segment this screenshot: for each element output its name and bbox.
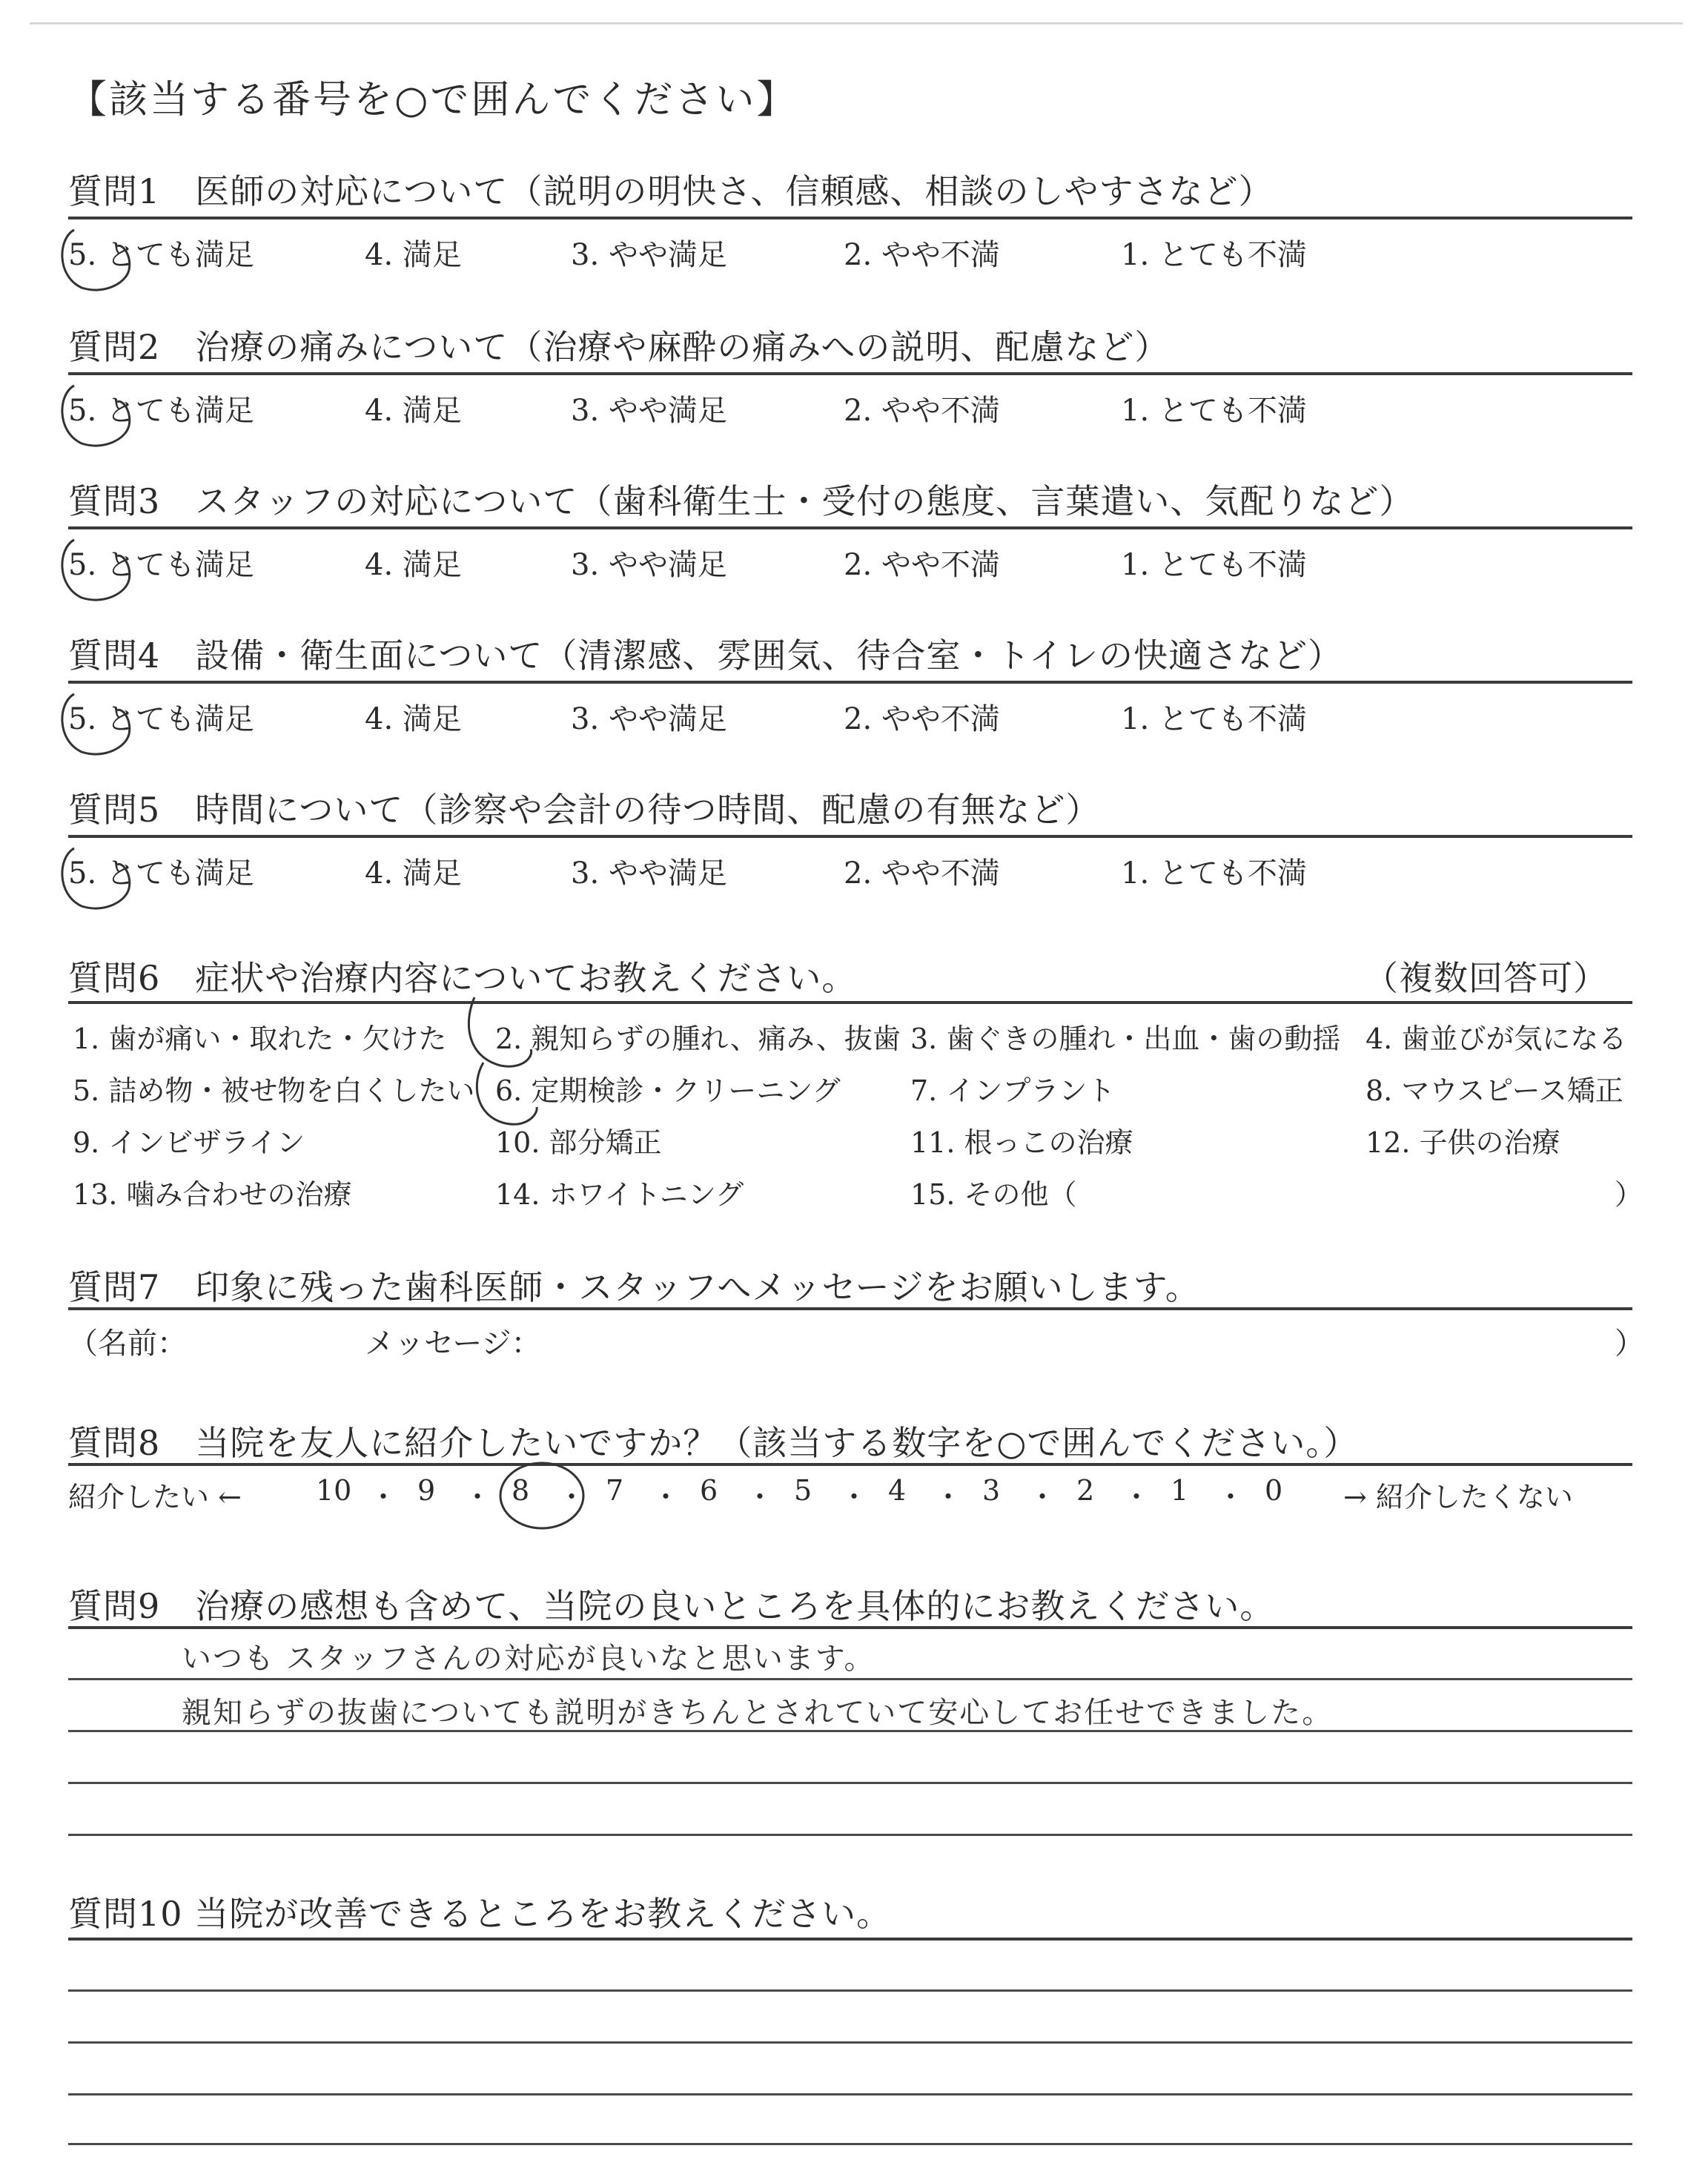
q9-rule <box>68 1626 1632 1629</box>
q1-option-4[interactable]: 4. 満足 <box>365 238 462 272</box>
q8-score-7[interactable]: 7 <box>606 1474 624 1507</box>
q5-option-5[interactable]: 5. とても満足 <box>68 856 254 891</box>
q6-option-5[interactable]: 5. 詰め物・被せ物を白くしたい <box>73 1074 475 1107</box>
q6-option-13[interactable]: 13. 噛み合わせの治療 <box>73 1178 352 1211</box>
q6-option-10[interactable]: 10. 部分矯正 <box>495 1126 662 1159</box>
q6-option-11[interactable]: 11. 根っこの治療 <box>910 1126 1133 1159</box>
q8-not-recommend-label: → 紹介したくない <box>1343 1481 1573 1513</box>
q8-scale-separator: ・ <box>652 1481 681 1513</box>
q8-score-3[interactable]: 3 <box>982 1474 1001 1507</box>
q9-writing-line <box>68 1834 1632 1836</box>
q3-option-5[interactable]: 5. とても満足 <box>68 548 254 582</box>
q8-title: 質問8 当院を友人に紹介したいですか？（該当する数字を○で囲んでください。） <box>68 1423 1359 1463</box>
q10-title: 質問10 当院が改善できるところをお教えください。 <box>68 1894 892 1934</box>
q7-message-label: メッセージ： <box>365 1327 541 1361</box>
q2-selected-hand-circle <box>52 380 141 454</box>
q6-option-4[interactable]: 4. 歯並びが気になる <box>1366 1023 1627 1055</box>
q8-scale-separator: ・ <box>557 1481 586 1513</box>
q5-option-4[interactable]: 4. 満足 <box>365 856 462 891</box>
q9-answer-line-2: 親知らずの抜歯についても説明がきちんとされていて安心してお任せできました。 <box>182 1696 1334 1730</box>
q3-rule <box>68 526 1632 529</box>
q8-scale-separator: ・ <box>369 1481 398 1513</box>
q2-title: 質問2 治療の痛みについて（治療や麻酔の痛みへの説明、配慮など） <box>68 327 1170 367</box>
q6-option-15-close: ） <box>1615 1178 1644 1211</box>
q2-option-3[interactable]: 3. やや満足 <box>571 394 727 428</box>
q3-selected-hand-circle <box>52 534 141 608</box>
q6-option-9[interactable]: 9. インビザライン <box>73 1126 305 1159</box>
q8-score-2[interactable]: 2 <box>1076 1474 1095 1507</box>
q6-option-12[interactable]: 12. 子供の治療 <box>1366 1126 1560 1159</box>
q4-rule <box>68 681 1632 684</box>
q8-scale-separator: ・ <box>1028 1481 1057 1513</box>
q2-rule <box>68 372 1632 375</box>
q7-title: 質問7 印象に残った歯科医師・スタッフへメッセージをお願いします。 <box>68 1267 1200 1307</box>
q5-rule <box>68 835 1632 838</box>
q1-selected-hand-circle <box>52 224 141 298</box>
q7-name-label: （名前： <box>68 1327 187 1361</box>
q4-option-5[interactable]: 5. とても満足 <box>68 702 254 736</box>
q1-title: 質問1 医師の対応について（説明の明快さ、信頼感、相談のしやすさなど） <box>68 171 1274 211</box>
q5-option-2[interactable]: 2. やや不満 <box>844 856 1000 891</box>
q9-writing-line <box>68 1678 1632 1680</box>
q9-title: 質問9 治療の感想も含めて、当院の良いところを具体的にお教えください。 <box>68 1586 1275 1626</box>
q3-option-3[interactable]: 3. やや満足 <box>571 548 727 582</box>
q10-writing-line <box>68 1989 1632 1992</box>
q3-option-4[interactable]: 4. 満足 <box>365 548 462 582</box>
q7-close-paren: ） <box>1615 1327 1644 1361</box>
q8-score-5[interactable]: 5 <box>794 1474 812 1507</box>
q8-score-4[interactable]: 4 <box>888 1474 907 1507</box>
q1-option-1[interactable]: 1. とても不満 <box>1121 238 1307 272</box>
q5-option-1[interactable]: 1. とても不満 <box>1121 856 1307 891</box>
q5-option-3[interactable]: 3. やや満足 <box>571 856 727 891</box>
q3-title: 質問3 スタッフの対応について（歯科衛生士・受付の態度、言葉遣い、気配りなど） <box>68 481 1414 521</box>
q6-option-6-hand-circle <box>467 1049 549 1131</box>
q6-option-3[interactable]: 3. 歯ぐきの腫れ・出血・歯の動揺 <box>910 1023 1341 1055</box>
q2-option-4[interactable]: 4. 満足 <box>365 394 462 428</box>
q2-option-1[interactable]: 1. とても不満 <box>1121 394 1307 428</box>
q8-scale-separator: ・ <box>1217 1481 1245 1513</box>
q8-scale-separator: ・ <box>840 1481 869 1513</box>
q4-option-2[interactable]: 2. やや不満 <box>844 702 1000 736</box>
q8-scale-separator: ・ <box>934 1481 963 1513</box>
q1-rule <box>68 217 1632 219</box>
q8-rule <box>68 1463 1632 1466</box>
q8-score-10[interactable]: 10 <box>316 1474 352 1507</box>
q3-option-1[interactable]: 1. とても不満 <box>1121 548 1307 582</box>
form-instruction-header: 【該当する番号を○で囲んでください】 <box>68 78 798 122</box>
q8-recommend-label: 紹介したい ← <box>68 1481 242 1513</box>
q9-answer-line-1: いつも スタッフさんの対応が良いなと思います。 <box>182 1642 875 1676</box>
q8-score-8-hand-circle <box>493 1457 593 1539</box>
q8-scale-separator: ・ <box>463 1481 492 1513</box>
q6-rule <box>68 1001 1632 1004</box>
q6-multi-answer-note: （複数回答可） <box>1364 958 1608 998</box>
q1-option-3[interactable]: 3. やや満足 <box>571 238 727 272</box>
q2-option-5[interactable]: 5. とても満足 <box>68 394 254 428</box>
q1-option-5[interactable]: 5. とても満足 <box>68 238 254 272</box>
q6-option-14[interactable]: 14. ホワイトニング <box>495 1178 744 1211</box>
q4-selected-hand-circle <box>52 688 141 762</box>
q5-selected-hand-circle <box>52 842 141 916</box>
q2-option-2[interactable]: 2. やや不満 <box>844 394 1000 428</box>
q8-score-8[interactable]: 8 <box>512 1474 530 1507</box>
q10-writing-line <box>68 2143 1632 2145</box>
q4-option-4[interactable]: 4. 満足 <box>365 702 462 736</box>
q8-score-9[interactable]: 9 <box>417 1474 436 1507</box>
q4-option-3[interactable]: 3. やや満足 <box>571 702 727 736</box>
q6-option-6[interactable]: 6. 定期検診・クリーニング <box>495 1074 841 1107</box>
page-top-border <box>30 22 1683 24</box>
q8-scale-separator: ・ <box>746 1481 775 1513</box>
q10-writing-line <box>68 2041 1632 2044</box>
q4-title: 質問4 設備・衛生面について（清潔感、雰囲気、待合室・トイレの快適さなど） <box>68 635 1343 676</box>
q8-score-6[interactable]: 6 <box>700 1474 718 1507</box>
q6-option-7[interactable]: 7. インプラント <box>910 1074 1116 1107</box>
q6-title: 質問6 症状や治療内容についてお教えください。 <box>68 958 857 998</box>
q6-option-15[interactable]: 15. その他（ <box>910 1178 1077 1211</box>
q10-writing-line <box>68 2093 1632 2095</box>
q8-scale-separator: ・ <box>1122 1481 1151 1513</box>
q7-rule <box>68 1307 1632 1310</box>
q8-score-1[interactable]: 1 <box>1171 1474 1189 1507</box>
q1-option-2[interactable]: 2. やや不満 <box>844 238 1000 272</box>
q6-option-1[interactable]: 1. 歯が痛い・取れた・欠けた <box>73 1023 447 1055</box>
q4-option-1[interactable]: 1. とても不満 <box>1121 702 1307 736</box>
q9-writing-line <box>68 1730 1632 1732</box>
q9-writing-line <box>68 1782 1632 1784</box>
q8-score-0[interactable]: 0 <box>1265 1474 1283 1507</box>
q6-option-8[interactable]: 8. マウスピース矯正 <box>1366 1074 1623 1107</box>
q3-option-2[interactable]: 2. やや不満 <box>844 548 1000 582</box>
q6-option-2[interactable]: 2. 親知らずの腫れ、痛み、抜歯 <box>495 1023 901 1055</box>
q5-title: 質問5 時間について（診察や会計の待つ時間、配慮の有無など） <box>68 790 1101 830</box>
q10-rule <box>68 1938 1632 1941</box>
